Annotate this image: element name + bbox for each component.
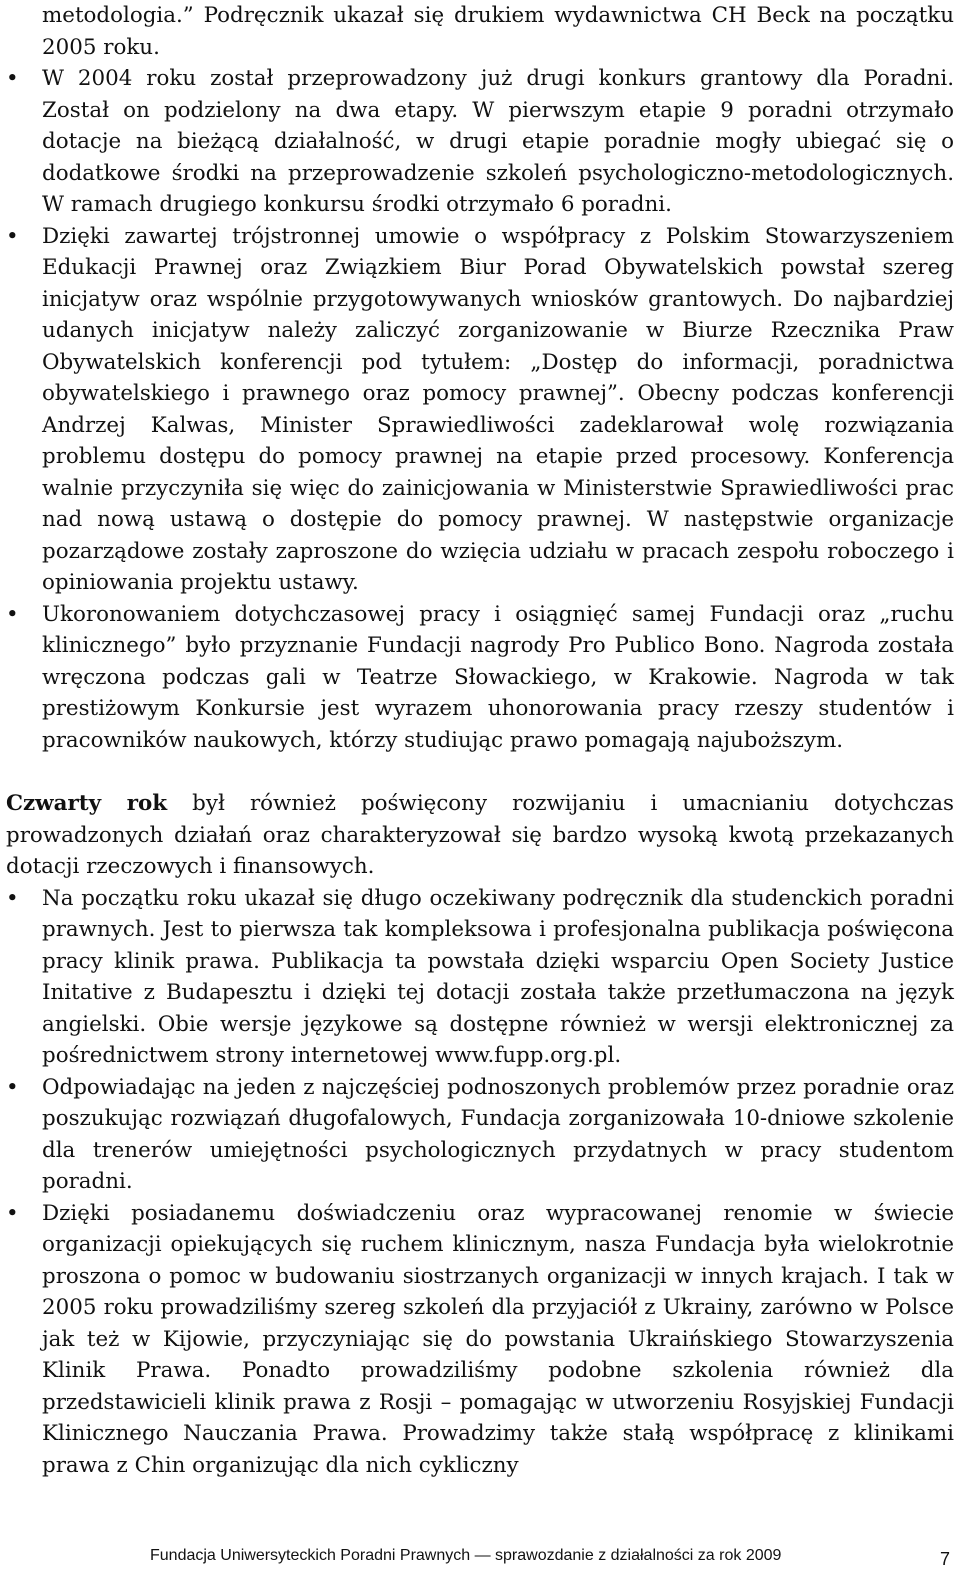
bullet-list-year-three [6,63,954,756]
document-page [6,0,954,1481]
bullet-icon: • [6,1200,19,1226]
section-lead-text: był również poświęcony rozwijaniu i umacnianiu dotychczas prowadzonych działań oraz charakteryzował się bardzo wysoką kwotą przekazanych dotacji rzeczowych i finansowych. [6,791,954,879]
bullet-icon: • [6,66,19,91]
bullet-icon: • [6,601,19,627]
section-intro-paragraph [6,788,954,883]
list-item-text: Odpowiadając na jeden z najczęściej podnoszonych problemów przez poradnie oraz poszukując rozwiązań długofalowych, Fundacja zorganizowała 10-dniowe szkolenie dla trenerów umiejętności psychologicznych przydatnych w pracy studentom poradni. [42,1074,954,1194]
list-item [6,1198,954,1482]
list-item [6,883,954,1072]
page-number: 7 [940,1549,951,1569]
bullet-icon: • [6,885,19,911]
list-item-text: Dzięki zawartej trójstronnej umowie o współpracy z Polskim Stowarzyszeniem Edukacji Prawnej oraz Związkiem Biur Porad Obywatelskich powstał szereg inicjatyw oraz wspólnie przygotowywanych wniosków grantowych. Do najbardziej udanych inicjatyw należy zaliczyć zorganizowanie w Biurze Rzecznika Praw Obywatelskich konferencji pod tytułem: „Dostęp do informacji, poradnictwa obywatelskiego i prawnego oraz pomocy prawnej”. Obecny podczas konferencji Andrzej Kalwas, Minister Sprawiedliwości zadeklarował wolę rozwiązania problemu dostępu do pomocy prawnej na etapie przed procesowy. Konferencja walnie przyczyniła się więc do zainicjowania w Ministerstwie Sprawiedliwości prac nad nową ustawą o dostępie do pomocy prawnej. W następstwie organizacje pozarządowe zostały zaproszone do wzięcia udziału w pracach zespołu roboczego i opiniowania projektu ustawy. [42,223,954,595]
list-item [6,1072,954,1198]
list-item [6,599,954,757]
list-item [6,63,954,221]
list-item-text: Dzięki posiadanemu doświadczeniu oraz wypracowanej renomie w świecie organizacji opiekujących się ruchem klinicznym, nasza Fundacja była wielokrotnie proszona o pomoc w budowaniu siostrzanych organizacji w innych krajach. I tak w 2005 roku prowadziliśmy szereg szkoleń dla przyjaciół z Ukrainy, zarówno w Polsce jak też w Kijowie, przyczyniając się do powstania Ukraińskiego Stowarzyszenia Klinik Prawa. Ponadto prowadziliśmy podobne szkolenia również dla przedstawicieli klinik prawa z Rosji – pomagając w utworzeniu Rosyjskiej Fundacji Klinicznego Nauczania Prawa. Prowadzimy także stałą współpracę z klinikami prawa z Chin organizując dla nich cykliczny [42,1200,954,1478]
bullet-icon: • [6,223,19,249]
list-item-text: Ukoronowaniem dotychczasowej pracy i osiągnięć samej Fundacji oraz „ruchu klinicznego” było przyznanie Fundacji nagrody Pro Publico Bono. Nagroda została wręczona podczas gali w Teatrze Słowackiego, w Krakowie. Nagroda w tak prestiżowym Konkursie jest wyrazem uhonorowania pracy rzeszy studentów i pracowników naukowych, którzy studiując prawo pomagają najuboższym. [42,601,954,753]
list-item-text: Na początku roku ukazał się długo oczekiwany podręcznik dla studenckich poradni prawnych. Jest to pierwsza tak kompleksowa i profesjonalna publikacja poświęcona pracy klinik prawa. Publikacja ta powstała dzięki wsparciu Open Society Justice Initative z Budapesztu i dzięki tej dotacji została także przetłumaczona na język angielski. Obie wersje językowe są dostępne również w wersji elektronicznej za pośrednictwem strony internetowej www.fupp.org.pl. [42,885,954,1068]
continued-paragraph: metodologia.” Podręcznik ukazał się drukiem wydawnictwa CH Beck na początku 2005 roku. [42,3,954,60]
list-item [6,221,954,599]
page-footer: Fundacja Uniwersyteckich Poradni Prawnych — sprawozdanie z działalności za rok 2009 [150,1547,782,1564]
bullet-list-year-four [6,883,954,1482]
section-spacer [6,756,954,788]
list-item-text: W 2004 roku został przeprowadzony już drugi konkurs grantowy dla Poradni. Został on podzielony na dwa etapy. W pierwszym etapie 9 poradni otrzymało dotacje na bieżącą działalność, w drugi etapie poradnie mogły ubiegać się o dodatkowe środki na przeprowadzenie szkoleń psychologiczno-metodologicznych. W ramach drugiego konkursu środki otrzymało 6 poradni. [42,66,954,217]
section-lead-bold: Czwarty rok [6,791,168,816]
bullet-icon: • [6,1074,19,1100]
